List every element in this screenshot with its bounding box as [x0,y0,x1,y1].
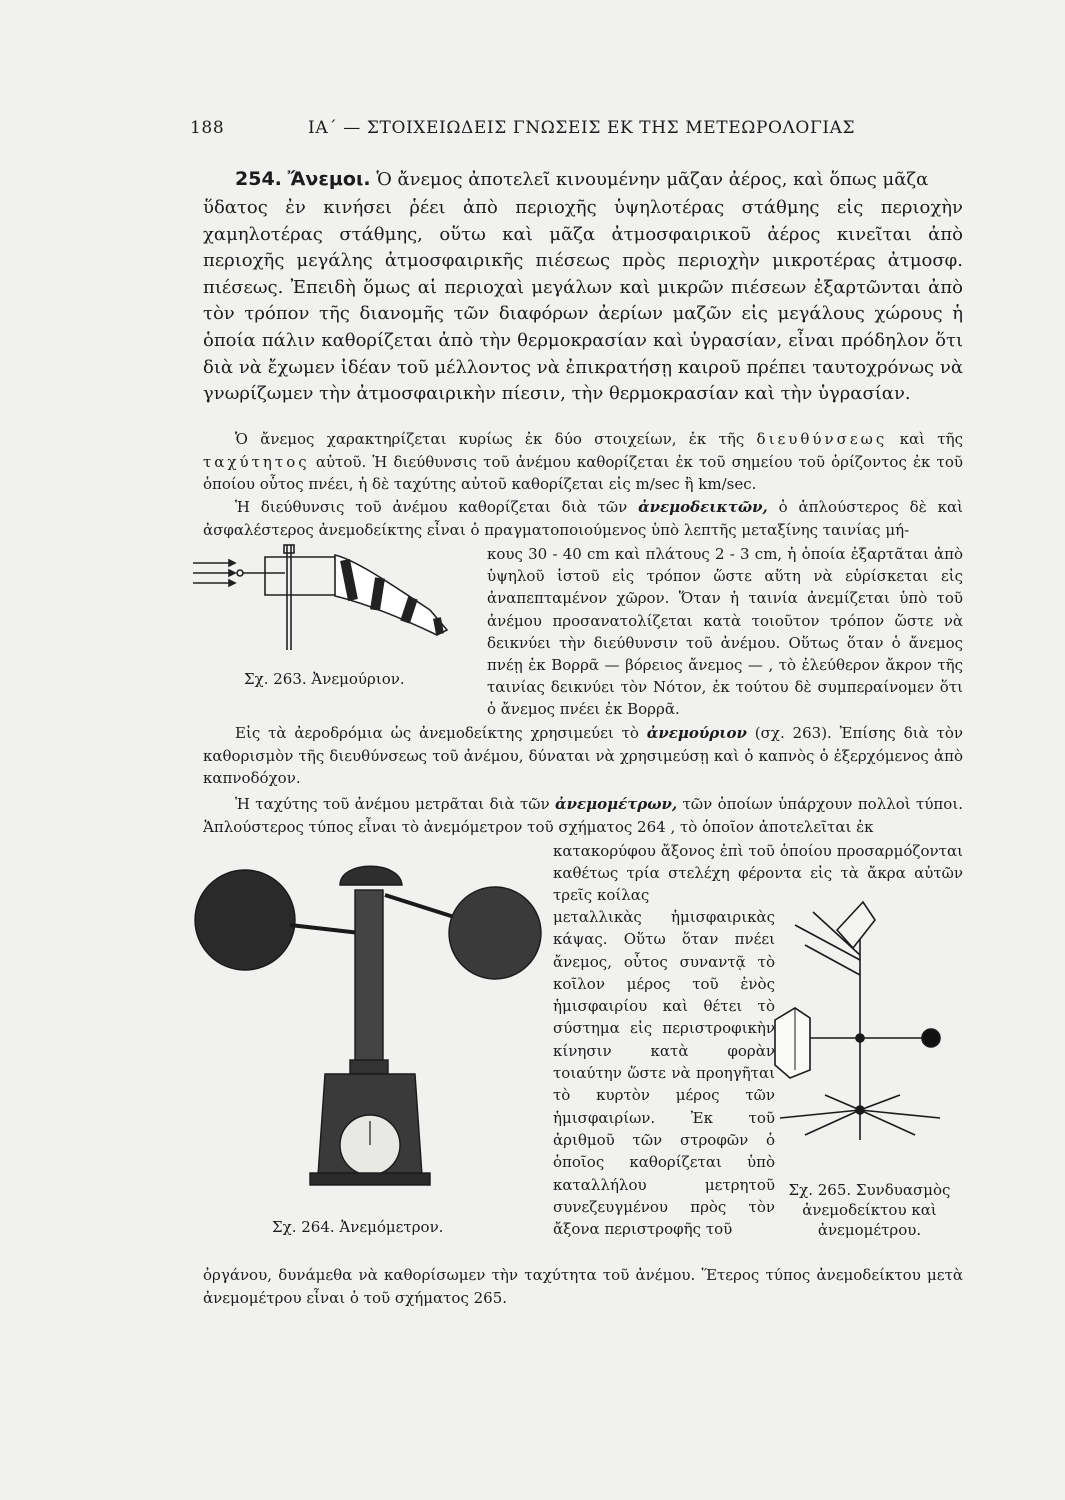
paragraph-wind-vane-intro [203,496,963,542]
anemometer-arm [825,1095,860,1110]
anemometer-arm [780,1110,860,1118]
p5-lead: Ἡ ταχύτης τοῦ ἀνέμου μετρᾶται διὰ τῶν [235,795,550,813]
paragraph-airports [203,722,963,790]
term-anemometers: ἀνεμομέτρων, [555,795,678,813]
term-direction: διευθύνσεως [756,430,888,448]
anemometer-cup [195,870,295,970]
paragraph-anemometers-col-b: μεταλλικὰς ἡμισφαιρικὰς κάψας. Οὕτω ὅταν πνέει ἄνεμος, οὗτος συναντᾷ τὸ κοῖλον μέρος τοῦ ἑνὸς ἡμισφαιρίου καὶ θέτει τὸ σύστημα εἰς περιστροφικὴν κίνησιν κατὰ φορὰν τοιαύτην ὥστε νὰ προηγῆται τὸ κυρτὸν μέρος τῶν ἡμισφαιρίων. Ἐκ τοῦ ἀριθμοῦ τῶν στροφῶν ὁ ὁποῖος καθορίζεται ὑπὸ καταλλήλου μετρητοῦ συνεζευγμένου πρὸς τὸν ἄξονα περιστροφῆς τοῦ [553,908,775,1239]
paragraph-direction-speed [203,428,963,496]
p4-rest: (σχ. 263). Ἐπίσης διὰ τὸν καθορισμὸν τῆς διευθύνσεως τοῦ ἀνέμου, δύναται νὰ χρησιμεύσῃ καὶ ὁ καπνὸς ὁ ἐξερχόμενος ἀπὸ καπνοδόχον. [203,724,963,787]
section-paragraph-start: Ὁ ἄνεμος ἀποτελεῖ κινουμένην μᾶζαν ἀέρος, καὶ ὅπως μᾶζα [376,169,929,190]
section-first-line [235,166,963,194]
p2-lead: Ὁ ἄνεμος χαρακτηρίζεται κυρίως ἐκ δύο στοιχείων, ἐκ τῆς [235,430,745,448]
p5-rest: τῶν ὁποίων ὑπάρχουν πολλοὶ τύποι. Ἁπλούστερος τύπος εἶναι τὸ ἀνεμόμετρον τοῦ σχήματος 264 , τὸ ὁποῖον ἀποτελεῖται ἐκ [203,795,963,836]
p3-lead: Ἡ διεύθυνσις τοῦ ἀνέμου καθορίζεται διὰ τῶν [235,498,628,516]
anemometer-cup [449,887,541,979]
vane-counterweight [922,1029,940,1047]
section-title: Ἄνεμοι. [287,168,371,190]
figure-265-vane-anemometer [765,900,960,1170]
term-windsock: ἀνεμούριον [646,724,747,742]
paragraph-anemometers-intro [203,793,963,839]
p4-lead: Εἰς τὰ ἀεροδρόμια ὡς ἀνεμοδείκτης χρησιμεύει τὸ [235,724,639,742]
anemometer-cup [340,866,402,885]
p2-rest: αὐτοῦ. Ἡ διεύθυνσις τοῦ ἀνέμου καθορίζεται ἐκ τοῦ σημείου τοῦ ὁρίζοντος ἐκ τοῦ ὁποίου οὗτος πνέει, ἡ δὲ ταχύτης αὐτοῦ καθορίζεται εἰς m/sec ἢ km/sec. [203,452,963,493]
vane-plate [775,1008,810,1078]
p2-mid: καὶ τῆς [899,430,963,448]
section-paragraph: ὕδατος ἐν κινήσει ῥέει ἀπὸ περιοχῆς ὑψηλοτέρας στάθμης εἰς περιοχὴν χαμηλοτέρας στάθμης, οὕτω καὶ μᾶζα ἀτμοσφαιρικοῦ ἀέρος κινεῖται ἀπὸ περιοχῆς μεγάλης ἀτμοσφαιρικῆς πιέσεως πρὸς περιοχὴν μικροτέρας ἀτμοσφ. πιέσεως. Ἐπειδὴ ὅμως αἱ περιοχαὶ μεγάλων καὶ μικρῶν πιέσεων ἐξαρτῶνται ἀπὸ τὸν τρόπον τῆς διανομῆς τῶν διαφόρων ἀερίων μαζῶν εἰς μεγάλους χώρους ἡ ὁποία πάλιν καθορίζεται ἀπὸ τὴν θερμοκρασίαν καὶ ὑγρασίαν, εἶναι πρόδηλον ὅτι διὰ νὰ ἔχωμεν ἰδέαν τοῦ μέλλοντος νὰ ἐπικρατήσῃ καιροῦ πρέπει ταυτοχρόνως νὰ γνωρίζωμεν τὴν ἀτμοσφαιρικὴν πίεσιν, τὴν θερμοκρασίαν καὶ τὴν ὑγρασίαν. [203,197,963,405]
figure-263-caption: Σχ. 263. Ἀνεμούριον. [244,670,405,688]
figure-265-caption [772,1180,967,1240]
p3-rest-full: ὁ ἁπλούστερος δὲ καὶ ἀσφαλέστερος ἀνεμοδείκτης εἶναι ὁ πραγματοποιούμενος ὑπὸ λεπτῆς μεταξίνης ταινίας μή- [203,498,963,539]
figure-264-anemometer [190,855,550,1195]
running-title: ΙΑ΄ — ΣΤΟΙΧΕΙΩΔΕΙΣ ΓΝΩΣΕΙΣ ΕΚ ΤΗΣ ΜΕΤΕΩΡΟΛΟΓΙΑΣ [308,118,856,138]
paragraph-wind-vane-body: κους 30 - 40 cm καὶ πλάτους 2 - 3 cm, ἡ ὁποία ἐξαρτᾶται ἀπὸ ὑψηλοῦ ἱστοῦ εἰς τρόπον ὥστε αὕτη νὰ εὑρίσκεται εἰς ἀναπεπταμένον χῶρον. Ὅταν ἡ ταινία ἀνεμίζεται ὑπὸ τοῦ ἀνέμου προσανατολίζεται κατὰ τοιοῦτον τρόπον ὥστε νὰ δεικνύει τὴν διεύθυνσιν τοῦ ἀνέμου. Οὕτως ὅταν ὁ ἄνεμος πνέῃ ἐκ Βορρᾶ — βόρειος ἄνεμος — , τὸ ἐλεύθερον ἄκρον τῆς ταινίας δεικνύει τὸν Νότον, ἐκ τούτου δὲ συμπεραίνομεν ὅτι ὁ ἄνεμος πνέει ἐκ Βορρᾶ. [487,545,963,719]
running-header [190,118,870,144]
vane-arrow [837,902,875,948]
section-number: 254. [235,168,282,190]
page-number: 188 [190,118,225,138]
paragraph-anemometers-final: ὀργάνου, δυνάμεθα νὰ καθορίσωμεν τὴν ταχύτητα τοῦ ἀνέμου. Ἕτερος τύπος ἀνεμοδείκτου μετὰ ἀνεμομέτρου εἶναι ὁ τοῦ σχήματος 265. [203,1266,963,1307]
anemometer-arm [860,1095,900,1110]
figure-265-caption-line1: Σχ. 265. Συνδυασμὸς [788,1181,951,1199]
anemometer-arm [860,1110,915,1135]
figure-264-caption: Σχ. 264. Ἀνεμόμετρον. [272,1218,444,1236]
anemometer-arm [860,1110,940,1118]
term-wind-vanes: ἀνεμοδεικτῶν, [638,498,768,516]
term-speed: ταχύτητος [203,452,310,471]
figure-265-caption-line2: ἀνεμοδείκτου καὶ ἀνεμομέτρου. [802,1201,937,1239]
anemometer-shaft [355,890,383,1065]
figure-263-windsock [185,540,475,660]
paragraph-anemometers-col-a: κατακορύφου ἄξονος ἐπὶ τοῦ ὁποίου προσαρμόζονται καθέτως τρία στελέχη φέροντα εἰς τὰ ἄκρα αὐτῶν τρεῖς κοίλας [553,842,963,904]
anemometer-arm [805,1110,860,1135]
